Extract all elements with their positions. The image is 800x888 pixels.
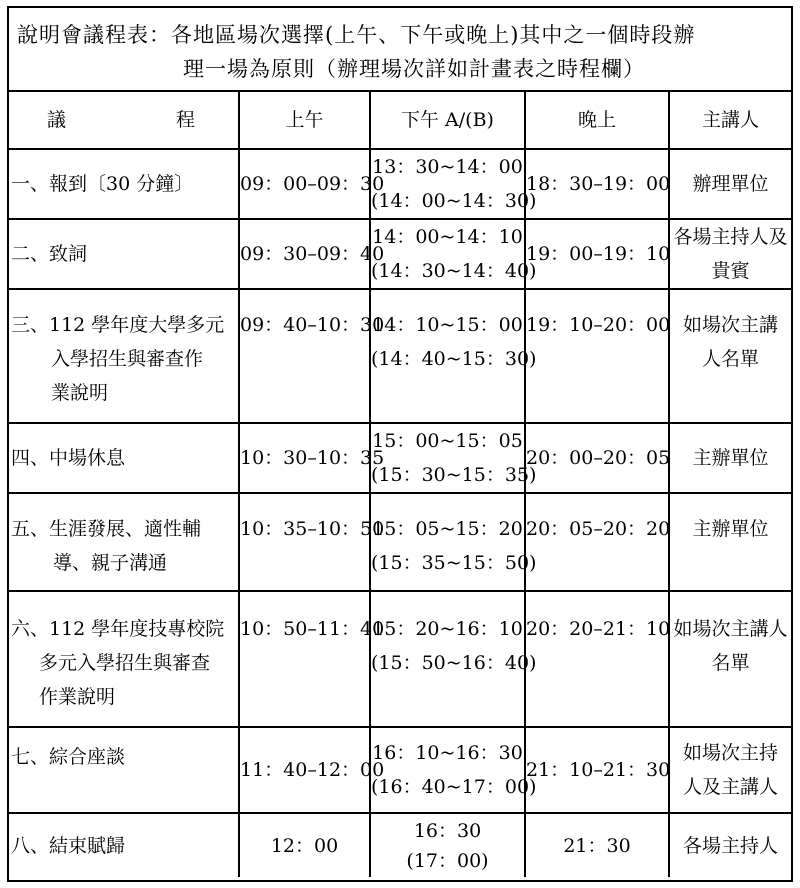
title-line-2: 理一場為原則（辦理場次詳如計畫表之時程欄）	[183, 57, 645, 81]
agenda-item: 一、報到〔30 分鐘〕	[9, 149, 239, 219]
speaker: 主辦單位	[669, 423, 791, 493]
evening-time: 21：10–21：30	[525, 727, 669, 813]
speaker: 主辦單位	[669, 493, 791, 591]
agenda-document	[7, 6, 793, 882]
evening-time: 20：00–20：05	[525, 423, 669, 493]
afternoon-time: 13：30~14：00 (14：00~14：30)	[370, 149, 525, 219]
morning-time: 11：40–12：00	[239, 727, 370, 813]
table-row	[9, 591, 791, 727]
agenda-table	[9, 92, 791, 877]
speaker: 如場次主講人 名單	[669, 591, 791, 727]
agenda-item: 五、生涯發展、適性輔 導、親子溝通	[9, 493, 239, 591]
evening-time: 20：20–21：10	[525, 591, 669, 727]
morning-time: 10：35–10：50	[239, 493, 370, 591]
title-line-1: 說明會議程表：各地區場次選擇(上午、下午或晚上)其中之一個時段辦	[17, 23, 696, 47]
header-agenda-right: 程	[176, 109, 196, 131]
table-header-row	[9, 92, 791, 149]
table-row	[9, 423, 791, 493]
morning-time: 10：30–10：35	[239, 423, 370, 493]
header-evening: 晚上	[525, 92, 669, 149]
afternoon-time: 15：20~16：10 (15：50~16：40)	[370, 591, 525, 727]
header-agenda	[9, 92, 239, 149]
afternoon-time: 15：05~15：20 (15：35~15：50)	[370, 493, 525, 591]
speaker: 各場主持人及 貴賓	[669, 219, 791, 289]
afternoon-time: 15：00~15：05 (15：30~15：35)	[370, 423, 525, 493]
table-row	[9, 813, 791, 877]
evening-time: 19：10–20：00	[525, 289, 669, 423]
table-row	[9, 219, 791, 289]
table-row	[9, 289, 791, 423]
table-row	[9, 493, 791, 591]
morning-time: 09：40–10：30	[239, 289, 370, 423]
header-afternoon: 下午 A/(B)	[370, 92, 525, 149]
agenda-item: 八、結束賦歸	[9, 813, 239, 877]
afternoon-time: 14：00~14：10 (14：30~14：40)	[370, 219, 525, 289]
speaker: 如場次主持 人及主講人	[669, 727, 791, 813]
agenda-item: 六、112 學年度技專校院 多元入學招生與審查 作業說明	[9, 591, 239, 727]
header-speaker: 主講人	[669, 92, 791, 149]
speaker: 各場主持人	[669, 813, 791, 877]
table-row	[9, 149, 791, 219]
agenda-item: 四、中場休息	[9, 423, 239, 493]
table-row	[9, 727, 791, 813]
speaker: 如場次主講 人名單	[669, 289, 791, 423]
evening-time: 21：30	[525, 813, 669, 877]
morning-time: 09：00–09：30	[239, 149, 370, 219]
header-agenda-left: 議	[47, 109, 67, 131]
afternoon-time: 14：10~15：00 (14：40~15：30)	[370, 289, 525, 423]
evening-time: 19：00–19：10	[525, 219, 669, 289]
afternoon-time: 16：30 (17：00)	[370, 813, 525, 877]
afternoon-time: 16：10~16：30 (16：40~17：00)	[370, 727, 525, 813]
morning-time: 10：50–11：40	[239, 591, 370, 727]
morning-time: 09：30–09：40	[239, 219, 370, 289]
evening-time: 20：05–20：20	[525, 493, 669, 591]
header-morning: 上午	[239, 92, 370, 149]
speaker: 辦理單位	[669, 149, 791, 219]
agenda-item: 七、綜合座談	[9, 727, 239, 813]
agenda-item: 二、致詞	[9, 219, 239, 289]
morning-time: 12：00	[239, 813, 370, 877]
agenda-item: 三、112 學年度大學多元 入學招生與審查作 業說明	[9, 289, 239, 423]
page-title	[9, 8, 791, 92]
evening-time: 18：30–19：00	[525, 149, 669, 219]
